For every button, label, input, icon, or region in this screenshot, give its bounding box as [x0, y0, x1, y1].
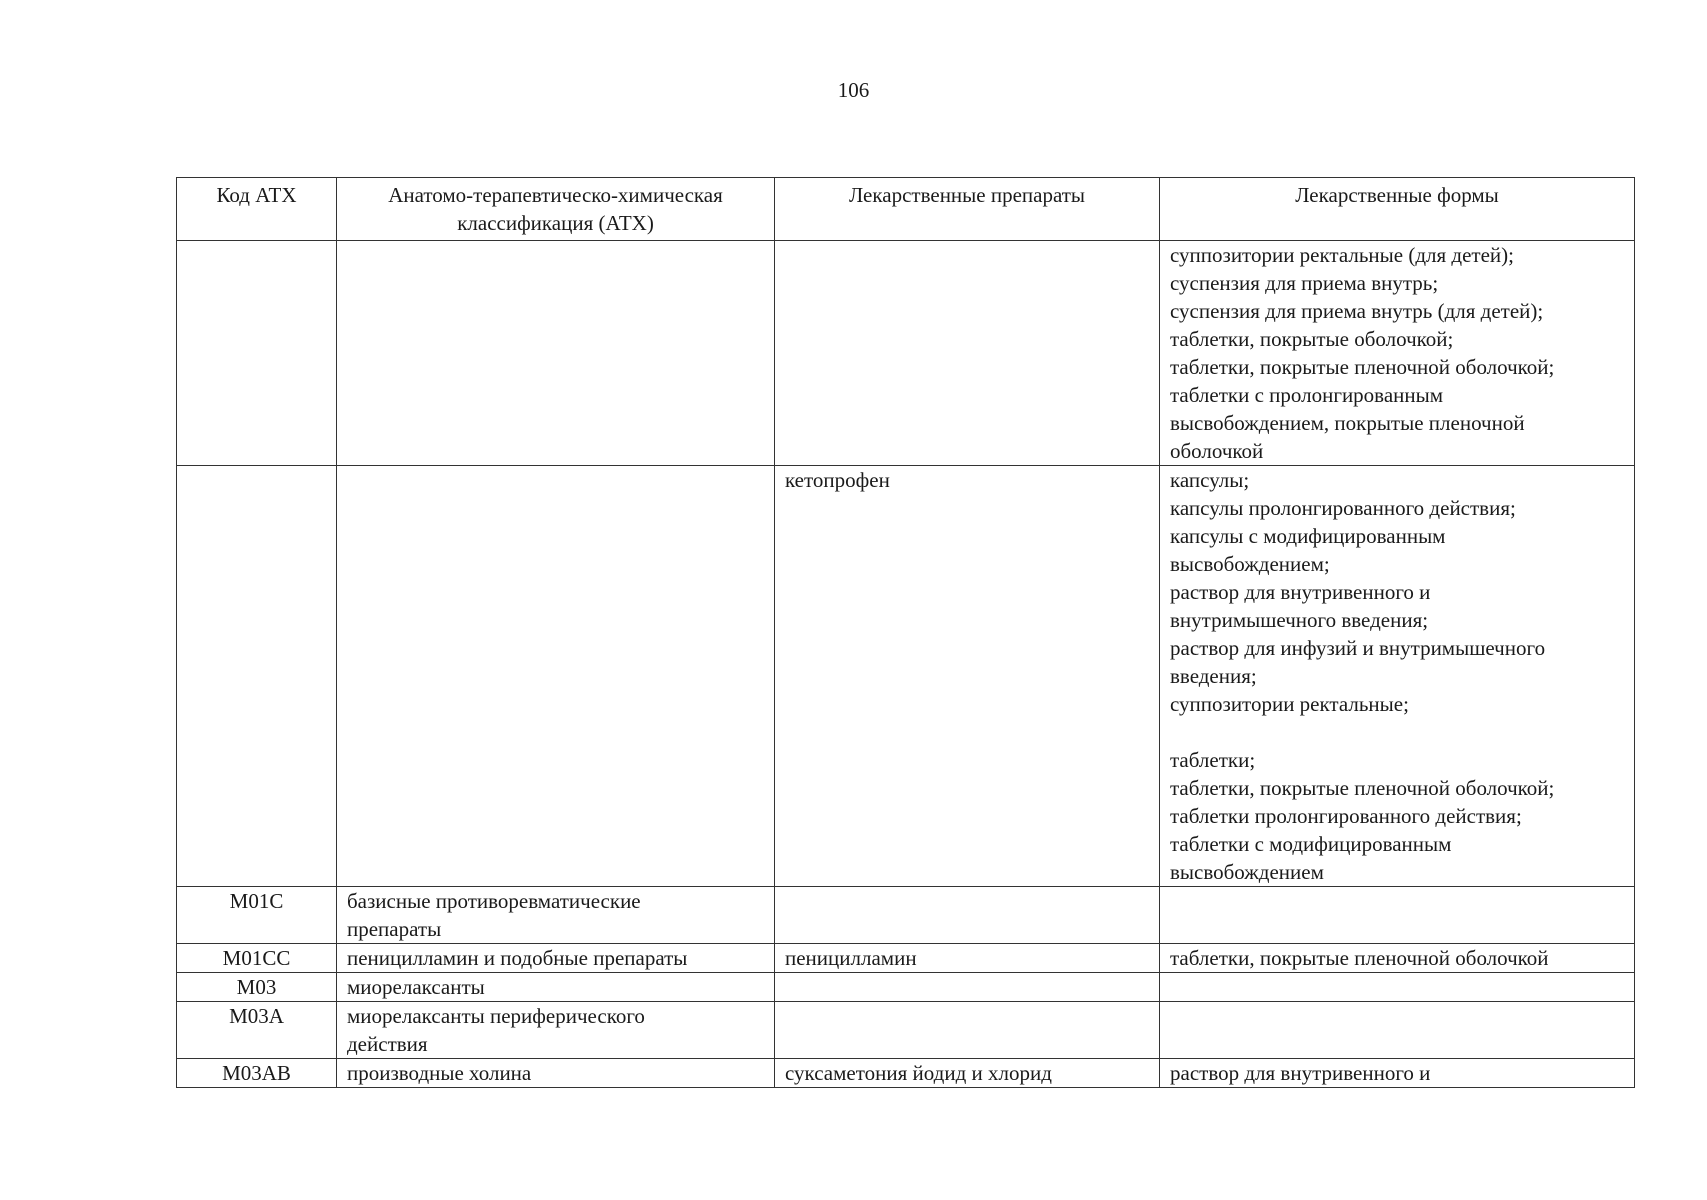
classification-cell: [337, 887, 775, 944]
forms-cell: [1160, 887, 1635, 944]
dosage-form-line: капсулы пролонгированного действия;: [1170, 496, 1516, 520]
table-row: [177, 1002, 1635, 1059]
atx-code: M01CC: [222, 946, 291, 970]
classification-cell: [337, 466, 775, 887]
dosage-form-line: таблетки, покрытые пленочной оболочкой;: [1170, 355, 1555, 379]
dosage-form-line: таблетки, покрытые оболочкой;: [1170, 327, 1454, 351]
dosage-form-line: таблетки;: [1170, 748, 1256, 772]
dosage-form-line: таблетки, покрытые пленочной оболочкой: [1170, 946, 1549, 970]
header-forms: Лекарственные формы: [1160, 178, 1635, 241]
atx-code-cell: [177, 1059, 337, 1088]
page-number: 106: [837, 78, 870, 102]
classification-cell: [337, 944, 775, 973]
dosage-form-line: раствор для инфузий и внутримышечного: [1170, 636, 1546, 660]
table-row: [177, 241, 1635, 466]
atx-code-cell: [177, 1002, 337, 1059]
atx-code-cell: [177, 466, 337, 887]
classification-cell: [337, 241, 775, 466]
table-row: [177, 944, 1635, 973]
table-row: [177, 466, 1635, 887]
header-code: Код АТХ: [177, 178, 337, 241]
dosage-form-line: высвобождением: [1170, 860, 1324, 884]
dosage-form-line: таблетки, покрытые пленочной оболочкой;: [1170, 776, 1555, 800]
forms-cell: [1160, 241, 1635, 466]
dosage-form-line: суппозитории ректальные;: [1170, 692, 1409, 716]
classification-line: препараты: [347, 917, 442, 941]
forms-cell: [1160, 466, 1635, 887]
table-row: [177, 887, 1635, 944]
dosage-form-line: оболочкой: [1170, 439, 1264, 463]
dosage-form-line: высвобождением;: [1170, 552, 1330, 576]
drug-cell: [775, 973, 1160, 1002]
dosage-form-line: суппозитории ректальные (для детей);: [1170, 243, 1514, 267]
atx-code-cell: [177, 241, 337, 466]
dosage-form-line: суспензия для приема внутрь;: [1170, 271, 1439, 295]
header-classification: Анатомо-терапевтическо-химическая классификация (АТХ): [337, 178, 775, 241]
classification-line: миорелаксанты: [347, 975, 485, 999]
atx-code: M03: [236, 975, 277, 999]
dosage-form-line: высвобождением, покрытые пленочной: [1170, 411, 1525, 435]
classification-cell: [337, 1002, 775, 1059]
header-drugs: Лекарственные препараты: [775, 178, 1160, 241]
drug-name: суксаметония йодид и хлорид: [785, 1061, 1052, 1085]
atx-table: [176, 177, 1635, 1088]
drug-cell: [775, 241, 1160, 466]
forms-cell: [1160, 1059, 1635, 1088]
dosage-form-line: внутримышечного введения;: [1170, 608, 1429, 632]
atx-code-cell: [177, 887, 337, 944]
drug-name: пеницилламин: [785, 946, 917, 970]
atx-code-cell: [177, 944, 337, 973]
drug-cell: [775, 944, 1160, 973]
drug-cell: [775, 1002, 1160, 1059]
dosage-form-line: таблетки пролонгированного действия;: [1170, 804, 1522, 828]
dosage-form-line: раствор для внутривенного и: [1170, 580, 1431, 604]
dosage-form-line: введения;: [1170, 664, 1257, 688]
table-header-row: [177, 178, 1635, 241]
drug-cell: [775, 466, 1160, 887]
classification-line: производные холина: [347, 1061, 532, 1085]
dosage-form-line: таблетки с пролонгированным: [1170, 383, 1444, 407]
table-row: [177, 973, 1635, 1002]
table-body: [177, 241, 1635, 1088]
drug-cell: [775, 887, 1160, 944]
forms-cell: [1160, 944, 1635, 973]
dosage-form-line: капсулы;: [1170, 468, 1250, 492]
drug-name: кетопрофен: [785, 468, 890, 492]
dosage-form-line: раствор для внутривенного и: [1170, 1061, 1431, 1085]
classification-line: действия: [347, 1032, 428, 1056]
classification-cell: [337, 1059, 775, 1088]
dosage-form-line: капсулы с модифицированным: [1170, 524, 1446, 548]
table-row: [177, 1059, 1635, 1088]
atx-code-cell: [177, 973, 337, 1002]
classification-cell: [337, 973, 775, 1002]
classification-line: пеницилламин и подобные препараты: [347, 946, 688, 970]
atx-code: M01C: [229, 889, 284, 913]
classification-line: миорелаксанты периферического: [347, 1004, 645, 1028]
forms-cell: [1160, 973, 1635, 1002]
atx-code: M03AB: [222, 1061, 291, 1085]
dosage-form-line: таблетки с модифицированным: [1170, 832, 1452, 856]
drug-cell: [775, 1059, 1160, 1088]
forms-cell: [1160, 1002, 1635, 1059]
dosage-form-line: суспензия для приема внутрь (для детей);: [1170, 299, 1544, 323]
classification-line: базисные противоревматические: [347, 889, 641, 913]
dosage-form-line: [1170, 718, 1624, 746]
atx-code: M03A: [229, 1004, 284, 1028]
